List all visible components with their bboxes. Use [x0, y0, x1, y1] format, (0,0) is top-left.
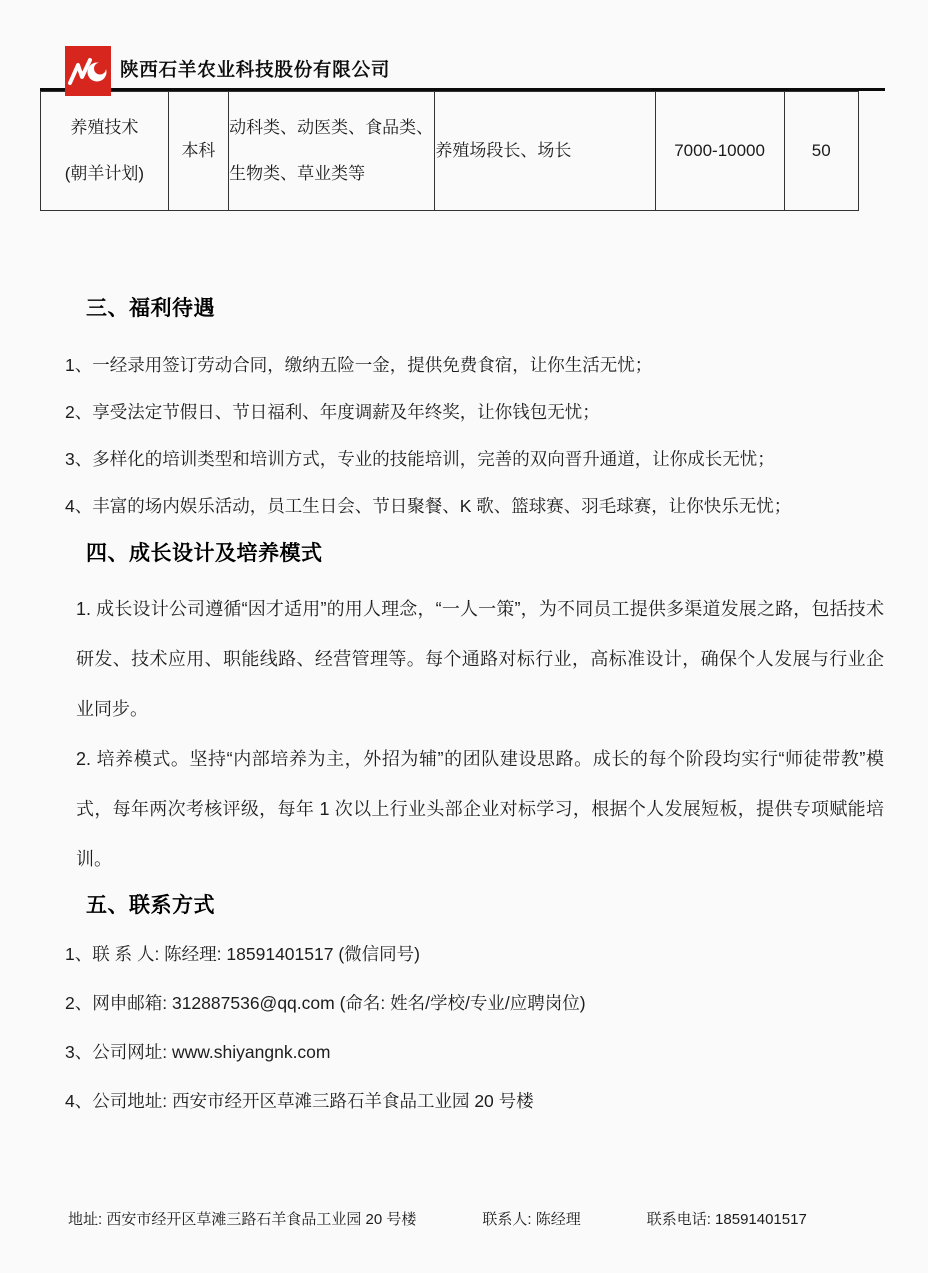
- table-row: [41, 92, 859, 211]
- footer-address: 地址: 西安市经开区草滩三路石羊食品工业园 20 号楼: [68, 1211, 417, 1228]
- benefit-item-4: 4、丰富的场内娱乐活动，员工生日会、节日聚餐、K 歌、篮球赛、羽毛球赛，让你快乐无忧；: [65, 496, 792, 516]
- benefit-item-1: 1、一经录用签订劳动合同，缴纳五险一金，提供免费食宿，让你生活无忧；: [65, 355, 653, 375]
- job-table: [40, 91, 859, 211]
- footer-phone: 联系电话: 18591401517: [646, 1211, 807, 1228]
- footer-contact-person: 联系人: 陈经理: [482, 1211, 581, 1228]
- contact-item-address: 4、公司地址: 西安市经开区草滩三路石羊食品工业园 20 号楼: [65, 1091, 534, 1111]
- salary-value: 7000-10000: [674, 141, 765, 160]
- roles-value: 养殖场段长、场长: [435, 141, 572, 160]
- section-title-growth: 四、成长设计及培养模式: [86, 542, 323, 565]
- cell-position: [41, 92, 169, 211]
- cell-education: [168, 92, 228, 211]
- cell-salary: [655, 92, 784, 211]
- cell-roles: [435, 92, 655, 211]
- benefit-item-3: 3、多样化的培训类型和培训方式，专业的技能培训，完善的双向晋升通道，让你成长无忧；: [65, 449, 775, 469]
- contact-item-website: 3、公司网址: www.shiyangnk.com: [65, 1042, 331, 1062]
- contact-item-person: 1、联 系 人: 陈经理: 18591401517 (微信同号): [65, 944, 420, 964]
- benefit-item-2: 2、享受法定节假日、节日福利、年度调薪及年终奖，让你钱包无忧；: [65, 402, 600, 422]
- position-plan: (朝羊计划): [64, 164, 145, 183]
- company-name: 陕西石羊农业科技股份有限公司: [120, 59, 391, 80]
- contact-item-email: 2、网申邮箱: 312887536@qq.com (命名: 姓名/学校/专业/应聘岗位): [65, 993, 586, 1013]
- growth-paragraph-1: 1. 成长设计公司遵循“因才适用”的用人理念，“一人一策”，为不同员工提供多渠道发展之路，包括技术研发、技术应用、职能线路、经营管理等。每个通路对标行业，高标准设计，确保个人发展与行业企业同步。: [76, 599, 884, 719]
- position-name: 养殖技术: [70, 118, 139, 137]
- page-footer: [68, 1208, 884, 1229]
- majors-line1: 动科类、动医类、食品类、: [229, 118, 434, 137]
- cell-headcount: [784, 92, 859, 211]
- growth-paragraph-2: 2. 培养模式。坚持“内部培养为主，外招为辅”的团队建设思路。成长的每个阶段均实行“师徒带教”模式，每年两次考核评级，每年 1 次以上行业头部企业对标学习，根据个人发展短板，提供专项赋能培训。: [76, 749, 884, 869]
- document-header: [40, 46, 884, 88]
- education-value: 本科: [181, 141, 216, 160]
- majors-line2: 生物类、草业类等: [229, 164, 366, 183]
- company-logo-icon: [65, 46, 111, 96]
- section-title-benefits: 三、福利待遇: [86, 297, 215, 320]
- cell-majors: [229, 92, 435, 211]
- section-title-contact: 五、联系方式: [86, 894, 215, 917]
- headcount-value: 50: [811, 141, 831, 160]
